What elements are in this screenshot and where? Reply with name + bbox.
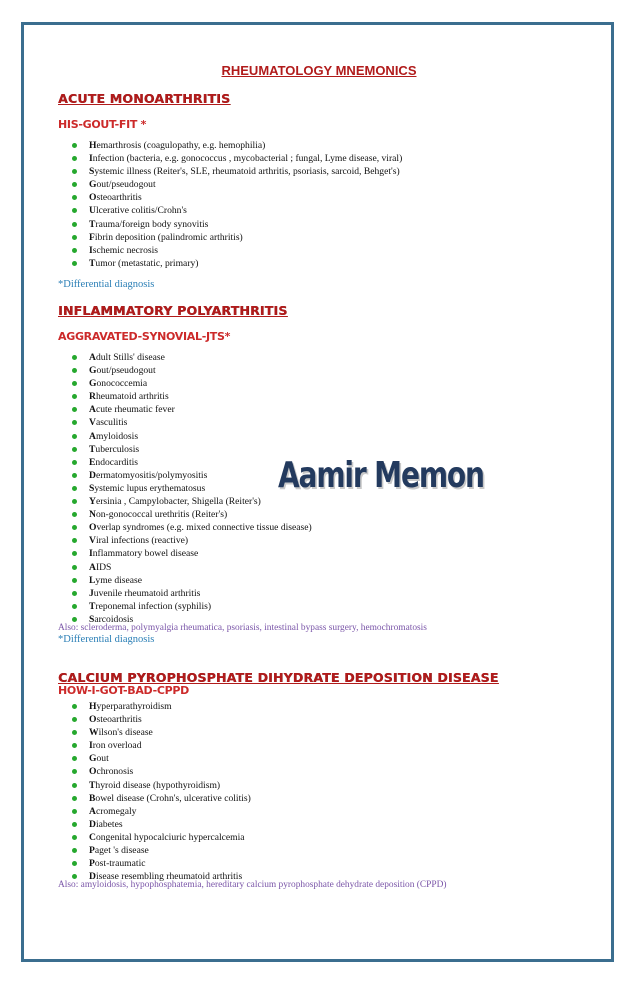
item-text: reponemal infection (syphilis) xyxy=(95,600,212,612)
item-initial: Y xyxy=(89,496,96,508)
bullet-icon xyxy=(72,368,77,373)
item-text: lcerative colitis/Crohn's xyxy=(95,205,187,217)
item-list-cppd xyxy=(72,700,251,883)
item-initial: A xyxy=(89,561,96,573)
list-item xyxy=(72,805,251,818)
bullet-icon xyxy=(72,604,77,609)
bullet-icon xyxy=(72,248,77,253)
item-initial: O xyxy=(89,192,97,204)
bullet-icon xyxy=(72,717,77,722)
mnemonic-how-i-got-bad-cppd: HOW-I-GOT-BAD-CPPD xyxy=(58,684,189,697)
item-initial: D xyxy=(89,871,96,883)
bullet-icon xyxy=(72,809,77,814)
item-initial: H xyxy=(89,140,97,151)
item-text: ndocarditis xyxy=(95,456,139,468)
item-text: ystemic lupus erythematosus xyxy=(94,482,206,494)
section-heading-acute-monoarthritis: ACUTE MONOARTHRITIS xyxy=(58,91,231,106)
item-initial: V xyxy=(89,535,96,547)
list-item xyxy=(72,443,312,456)
item-text: myloidosis xyxy=(95,430,139,442)
list-item xyxy=(72,403,312,416)
bullet-icon xyxy=(72,434,77,439)
list-item xyxy=(72,739,251,752)
bullet-icon xyxy=(72,447,77,452)
list-item xyxy=(72,600,312,613)
item-text: cute rheumatic fever xyxy=(95,404,175,416)
list-item xyxy=(72,165,402,178)
item-initial: T xyxy=(89,257,96,269)
item-initial: U xyxy=(89,205,96,217)
list-item xyxy=(72,204,402,217)
item-text: nfection (bacteria, e.g. gonococcus , mycobacterial ; fungal, Lyme disease, viral) xyxy=(92,153,403,165)
bullet-icon xyxy=(72,835,77,840)
bullet-icon xyxy=(72,730,77,735)
list-item xyxy=(72,779,251,792)
item-initial: C xyxy=(89,831,96,843)
mnemonic-his-gout-fit: HIS-GOUT-FIT * xyxy=(58,118,147,131)
item-initial: G xyxy=(89,365,97,377)
item-text: isease resembling rheumatoid arthritis xyxy=(95,871,243,883)
bullet-icon xyxy=(72,394,77,399)
list-item xyxy=(72,178,402,191)
item-initial: H xyxy=(89,701,97,712)
bullet-icon xyxy=(72,525,77,530)
item-initial: P xyxy=(89,858,95,870)
list-item xyxy=(72,482,312,495)
bullet-icon xyxy=(72,769,77,774)
bullet-icon xyxy=(72,156,77,161)
list-item xyxy=(72,587,312,600)
mnemonic-aggravated-synovial-jts: AGGRAVATED-SYNOVIAL-JTS* xyxy=(58,330,231,343)
item-initial: R xyxy=(89,391,96,403)
item-text: out/pseudogout xyxy=(96,179,156,191)
item-list-acute-monoarthritis xyxy=(72,139,402,270)
item-initial: S xyxy=(89,166,95,178)
item-text: IDS xyxy=(95,561,112,573)
section-heading-inflammatory-polyarthritis: INFLAMMATORY POLYARTHRITIS xyxy=(58,303,288,318)
item-text: ron overload xyxy=(92,740,142,752)
item-initial: A xyxy=(89,352,96,363)
bullet-icon xyxy=(72,486,77,491)
item-initial: F xyxy=(89,231,95,243)
list-item xyxy=(72,857,251,870)
item-text: ongenital hypocalciuric hypercalcemia xyxy=(95,831,245,843)
list-item xyxy=(72,257,402,270)
bullet-icon xyxy=(72,874,77,879)
item-text: heumatoid arthritis xyxy=(95,391,169,403)
bullet-icon xyxy=(72,261,77,266)
also-note-cppd: Also: amyloidosis, hypophosphatemia, hereditary calcium pyrophosphate dehydrate deposition (CPPD) xyxy=(58,880,447,890)
list-item xyxy=(72,469,312,482)
list-item xyxy=(72,456,312,469)
item-initial: I xyxy=(89,548,93,560)
item-text: rauma/foreign body synovitis xyxy=(95,218,209,230)
differential-note-2: *Differential diagnosis xyxy=(58,634,155,645)
list-item xyxy=(72,218,402,231)
item-text: verlap syndromes (e.g. mixed connective tissue disease) xyxy=(96,522,312,534)
item-initial: O xyxy=(89,714,97,726)
item-initial: T xyxy=(89,779,96,791)
bullet-icon xyxy=(72,822,77,827)
item-initial: A xyxy=(89,805,96,817)
bullet-icon xyxy=(72,460,77,465)
list-item xyxy=(72,351,312,364)
item-text: schemic necrosis xyxy=(92,244,159,256)
item-text: hyroid disease (hypothyroidism) xyxy=(95,779,221,791)
list-item xyxy=(72,191,402,204)
item-text: onococcemia xyxy=(96,378,148,390)
item-text: aget 's disease xyxy=(94,845,149,857)
list-item xyxy=(72,831,251,844)
list-item xyxy=(72,521,312,534)
item-text: uberculosis xyxy=(95,443,140,455)
list-item xyxy=(72,534,312,547)
bullet-icon xyxy=(72,796,77,801)
bullet-icon xyxy=(72,617,77,622)
item-initial: G xyxy=(89,179,97,191)
list-item xyxy=(72,561,312,574)
item-text: cromegaly xyxy=(95,805,137,817)
bullet-icon xyxy=(72,195,77,200)
item-text: on-gonococcal urethritis (Reiter's) xyxy=(95,509,228,521)
item-text: ystemic illness (Reiter's, SLE, rheumatoid arthritis, psoriasis, sarcoid, Behget's) xyxy=(94,166,400,178)
item-initial: T xyxy=(89,443,96,455)
item-initial: O xyxy=(89,522,97,534)
item-text: steoarthritis xyxy=(96,714,142,726)
bullet-icon xyxy=(72,222,77,227)
item-text: arcoidosis xyxy=(94,613,134,625)
item-initial: S xyxy=(89,482,95,494)
list-item xyxy=(72,713,251,726)
item-initial: P xyxy=(89,845,95,857)
bullet-icon xyxy=(72,499,77,504)
item-text: uvenile rheumatoid arthritis xyxy=(93,587,201,599)
item-initial: G xyxy=(89,378,97,390)
item-text: yperparathyroidism xyxy=(96,701,172,712)
item-text: emarthrosis (coagulopathy, e.g. hemophilia) xyxy=(96,140,266,151)
bullet-icon xyxy=(72,743,77,748)
list-item xyxy=(72,752,251,765)
bullet-icon xyxy=(72,420,77,425)
bullet-icon xyxy=(72,143,77,148)
list-item xyxy=(72,765,251,778)
bullet-icon xyxy=(72,756,77,761)
list-item xyxy=(72,377,312,390)
list-item xyxy=(72,244,402,257)
bullet-icon xyxy=(72,407,77,412)
bullet-icon xyxy=(72,783,77,788)
bullet-icon xyxy=(72,381,77,386)
section-heading-cppd: CALCIUM PYROPHOSPHATE DIHYDRATE DEPOSITION DISEASE xyxy=(58,670,499,685)
list-item xyxy=(72,495,312,508)
item-text: out xyxy=(96,753,109,765)
bullet-icon xyxy=(72,235,77,240)
list-item xyxy=(72,818,251,831)
bullet-icon xyxy=(72,704,77,709)
item-text: umor (metastatic, primary) xyxy=(95,257,199,269)
list-item xyxy=(72,792,251,805)
list-item xyxy=(72,700,251,713)
item-initial: D xyxy=(89,818,96,830)
item-text: nflammatory bowel disease xyxy=(92,548,199,560)
page-title: RHEUMATOLOGY MNEMONICS xyxy=(221,63,417,78)
item-initial: I xyxy=(89,740,93,752)
bullet-icon xyxy=(72,512,77,517)
item-text: iral infections (reactive) xyxy=(95,535,189,547)
list-item xyxy=(72,844,251,857)
list-item xyxy=(72,390,312,403)
list-item xyxy=(72,152,402,165)
item-initial: N xyxy=(89,509,96,521)
list-item xyxy=(72,231,402,244)
item-text: owel disease (Crohn's, ulcerative colitis) xyxy=(95,792,251,804)
item-initial: I xyxy=(89,153,93,165)
item-initial: D xyxy=(89,469,96,481)
bullet-icon xyxy=(72,182,77,187)
bullet-icon xyxy=(72,551,77,556)
item-text: chronosis xyxy=(96,766,134,778)
list-item xyxy=(72,139,402,152)
item-initial: I xyxy=(89,244,93,256)
item-text: ilson's disease xyxy=(98,727,153,739)
item-initial: L xyxy=(89,574,96,586)
differential-note-1: *Differential diagnosis xyxy=(58,279,155,290)
bullet-icon xyxy=(72,591,77,596)
item-initial: A xyxy=(89,430,96,442)
item-initial: E xyxy=(89,456,96,468)
item-initial: T xyxy=(89,600,96,612)
bullet-icon xyxy=(72,565,77,570)
item-initial: W xyxy=(89,727,99,739)
item-list-inflammatory-polyarthritis xyxy=(72,351,312,626)
item-text: steoarthritis xyxy=(96,192,142,204)
bullet-icon xyxy=(72,355,77,360)
bullet-icon xyxy=(72,169,77,174)
item-initial: G xyxy=(89,753,97,765)
list-item xyxy=(72,574,312,587)
item-initial: T xyxy=(89,218,96,230)
bullet-icon xyxy=(72,208,77,213)
list-item xyxy=(72,726,251,739)
item-text: out/pseudogout xyxy=(96,365,156,377)
item-initial: J xyxy=(89,587,94,599)
item-text: asculitis xyxy=(95,417,128,429)
list-item xyxy=(72,547,312,560)
item-text: ermatomyositis/polymyositis xyxy=(95,469,208,481)
bullet-icon xyxy=(72,473,77,478)
item-initial: O xyxy=(89,766,97,778)
bullet-icon xyxy=(72,538,77,543)
item-text: yme disease xyxy=(95,574,143,586)
list-item xyxy=(72,364,312,377)
item-text: ost-traumatic xyxy=(94,858,146,870)
item-text: ibrin deposition (palindromic arthritis) xyxy=(94,231,243,243)
list-item xyxy=(72,508,312,521)
also-note-polyarthritis: Also: scleroderma, polymyalgia rheumatica, psoriasis, intestinal bypass surgery, hemochromatosis xyxy=(58,623,427,633)
list-item xyxy=(72,416,312,429)
list-item xyxy=(72,430,312,443)
item-text: iabetes xyxy=(95,818,123,830)
bullet-icon xyxy=(72,578,77,583)
watermark-author: Aamir Memon xyxy=(278,455,484,496)
bullet-icon xyxy=(72,861,77,866)
item-text: dult Stills' disease xyxy=(95,352,165,363)
item-text: ersinia , Campylobacter, Shigella (Reiter's) xyxy=(95,496,261,508)
bullet-icon xyxy=(72,848,77,853)
item-initial: V xyxy=(89,417,96,429)
item-initial: A xyxy=(89,404,96,416)
item-initial: B xyxy=(89,792,96,804)
item-initial: S xyxy=(89,613,95,625)
